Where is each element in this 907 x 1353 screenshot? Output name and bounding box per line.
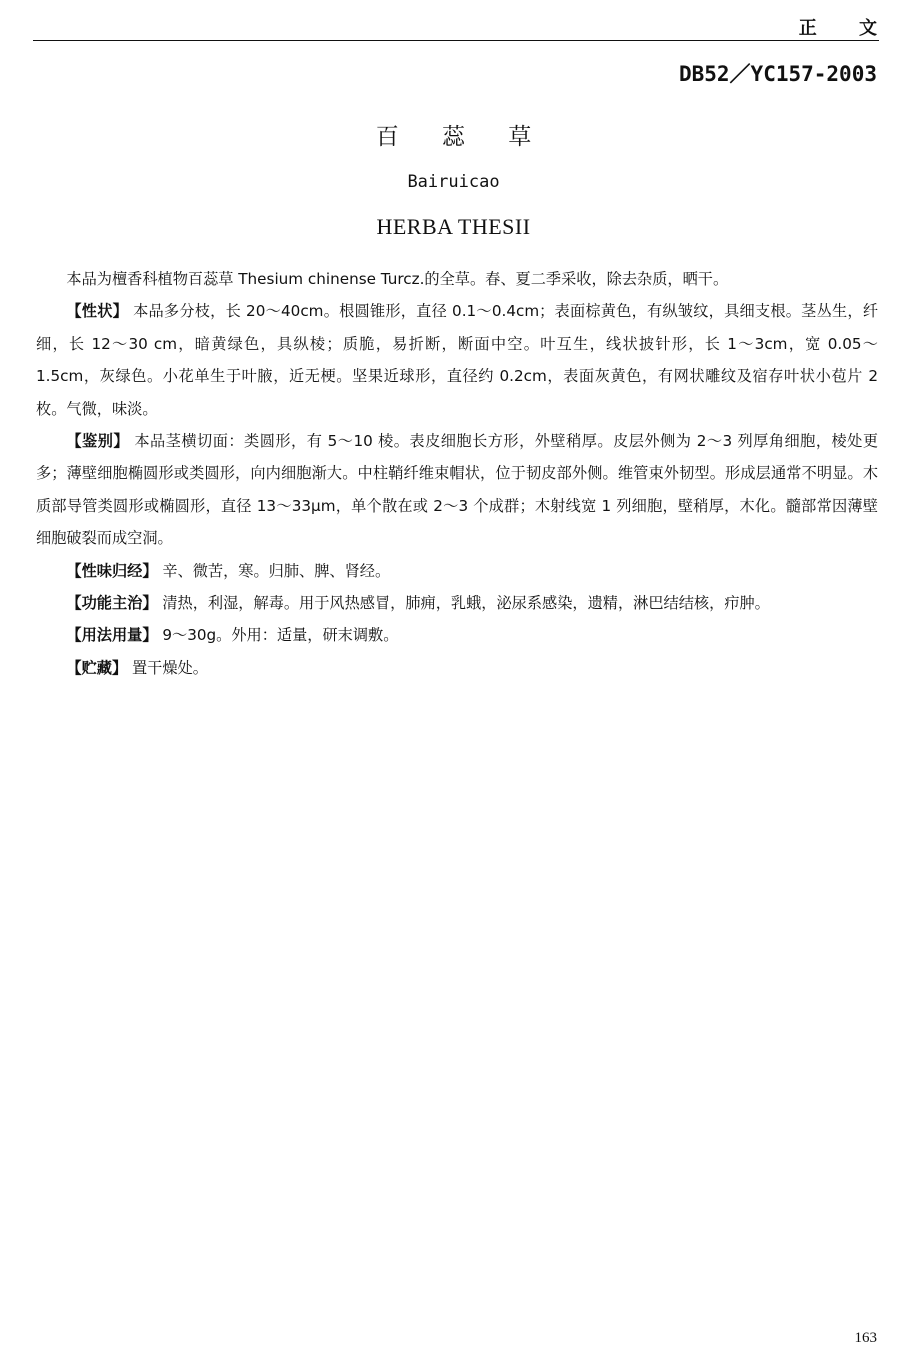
- page-number: 163: [854, 1330, 877, 1346]
- running-head: 正 文: [798, 18, 895, 39]
- nature-meridian-section: [36, 555, 878, 587]
- dosage-label: 【用法用量】: [66, 626, 158, 645]
- title-pinyin: Bairuicao: [407, 172, 500, 192]
- dosage-section: [36, 619, 878, 651]
- title-latin: HERBA THESII: [376, 214, 531, 239]
- title-chinese: 百 蕊 草: [375, 124, 550, 150]
- function-section: [36, 587, 878, 619]
- standard-code: DB52／YC157-2003: [678, 62, 877, 86]
- function-label: 【功能主治】: [66, 594, 158, 613]
- function-text: 清热，利湿，解毒。用于风热感冒，肺痈，乳蛾，泌尿系感染，遗精，淋巴结结核，疖肿。: [157, 594, 770, 613]
- nature-meridian-label: 【性味归经】: [66, 561, 158, 580]
- identification-section: [36, 425, 878, 555]
- storage-label: 【贮藏】: [66, 658, 128, 677]
- characters-text: 本品多分枝，长 20～40cm。根圆锥形，直径 0.1～0.4cm；表面棕黄色，有纵皱纹，具细支根。茎丛生，纤细，长 12～30 cm，暗黄绿色，具纵棱；质脆，易折断，断面中空。叶互生，线状披针形，长 1～3cm，宽 0.05～1.5cm，灰绿色。小花单生于叶腋，近无梗。坚果近球形，直径约 0.2cm，表面灰黄色，有网状雕纹及宿存叶状小苞片 2 枚。气微，味淡。: [36, 302, 879, 418]
- header-rule: [33, 40, 879, 41]
- identification-text: 本品茎横切面：类圆形，有 5～10 棱。表皮细胞长方形，外壁稍厚。皮层外侧为 2～3 列厚角细胞，棱处更多；薄壁细胞椭圆形或类圆形，向内细胞渐大。中柱鞘纤维束帽状，位于韧皮部外侧。维管束外韧型。形成层通常不明显。木质部导管类圆形或椭圆形，直径 13～33μm，单个散在或 2～3 个成群；木射线宽 1 列细胞，壁稍厚，木化。髓部常因薄壁细胞破裂而成空洞。: [36, 432, 879, 548]
- storage-text: 置干燥处。: [127, 658, 208, 677]
- identification-label: 【鉴别】: [66, 432, 130, 451]
- characters-section: [36, 295, 878, 425]
- intro-paragraph: 本品为檀香科植物百蕊草 Thesium chinense Turcz.的全草。春、夏二季采收，除去杂质，晒干。: [66, 270, 729, 288]
- characters-label: 【性状】: [66, 302, 129, 321]
- nature-meridian-text: 辛、微苦，寒。归肺、脾、肾经。: [157, 561, 391, 580]
- storage-section: [36, 652, 878, 684]
- monograph-body: [36, 263, 878, 684]
- dosage-text: 9～30g。外用：适量，研末调敷。: [157, 626, 399, 645]
